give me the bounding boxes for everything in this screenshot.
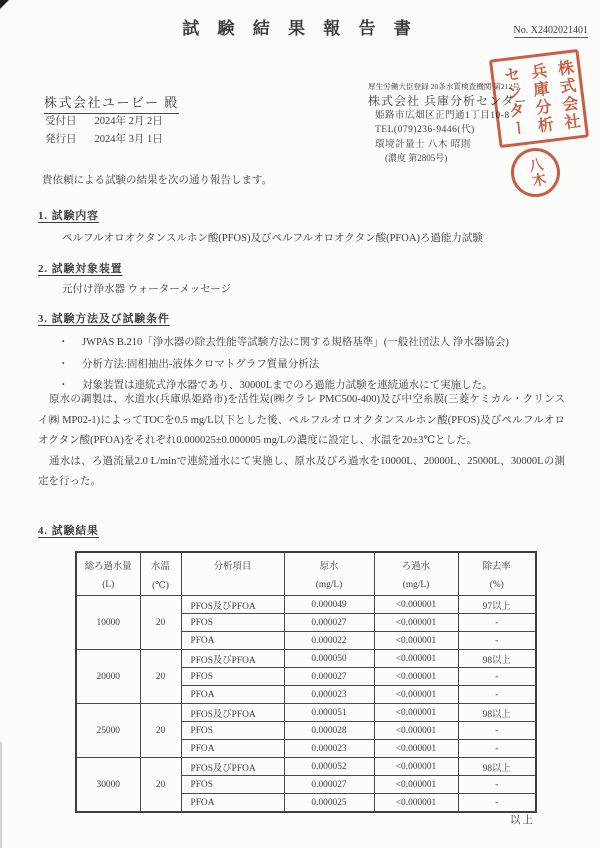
cell-removal: - — [458, 668, 536, 686]
cell-raw: 0.000049 — [284, 596, 374, 614]
receipt-date-value: 2024年 2月 2日 — [94, 116, 163, 127]
personal-seal-name: 八木 — [525, 156, 547, 189]
bullet-icon: ・ — [58, 380, 69, 391]
cell-removal: 97以上 — [458, 596, 536, 614]
cell-removal: - — [458, 794, 536, 813]
header-water-temp: 水温 (℃) — [140, 552, 181, 596]
addressee: 株式会社ユービー 殿 — [44, 92, 179, 114]
report-number: No. X2402021401 — [513, 25, 588, 36]
cell-filtered: <0.000001 — [374, 614, 458, 632]
cell-filtered: <0.000001 — [374, 776, 458, 794]
cell-item: PFOS — [181, 614, 284, 632]
cell-raw: 0.000050 — [284, 650, 374, 668]
cell-removal: - — [458, 614, 536, 632]
cell-removal: 98以上 — [458, 650, 536, 668]
cell-temp: 20 — [140, 758, 181, 813]
cell-raw: 0.000027 — [284, 614, 374, 632]
cell-removal: 98以上 — [458, 704, 536, 722]
cell-raw: 0.000023 — [284, 740, 374, 758]
scan-corner-artifact — [0, 0, 9, 9]
header-removal-rate: 除去率 (%) — [458, 552, 536, 596]
section1-heading: 1. 試験内容 — [38, 210, 99, 222]
cell-filtered: <0.000001 — [374, 686, 458, 704]
cell-filtered: <0.000001 — [374, 650, 458, 668]
cell-removal: - — [458, 722, 536, 740]
issuer-metrologist: 環境計量士 八木 昭則 — [375, 139, 471, 150]
issuer-phone: TEL(079)236-9446(代) — [375, 125, 475, 136]
cell-raw: 0.000052 — [284, 758, 374, 776]
cell-volume: 10000 — [76, 596, 140, 650]
cell-item: PFOS及びPFOA — [181, 758, 284, 776]
cell-removal: - — [458, 776, 536, 794]
results-table — [75, 551, 537, 813]
cell-raw: 0.000028 — [284, 722, 374, 740]
cell-filtered: <0.000001 — [374, 794, 458, 813]
cell-item: PFOA — [181, 794, 284, 813]
issue-date-row — [45, 131, 163, 149]
company-seal-stamp — [489, 49, 589, 148]
page-title: 試 験 結 果 報 告 書 — [182, 19, 418, 38]
table-header-row — [76, 552, 536, 596]
header-raw-water: 原水 (mg/L) — [284, 552, 374, 596]
bullet-item — [58, 354, 509, 376]
table-row — [76, 596, 536, 614]
table-row — [76, 758, 536, 776]
cell-raw: 0.000027 — [284, 668, 374, 686]
cell-item: PFOS及びPFOA — [181, 596, 284, 614]
cell-item: PFOS — [181, 776, 284, 794]
cell-temp: 20 — [140, 650, 181, 704]
receipt-date-label: 受付日 — [45, 116, 77, 127]
cell-filtered: <0.000001 — [374, 668, 458, 686]
header-filtered-water: ろ過水 (mg/L) — [374, 552, 458, 596]
paragraph: 通水は、ろ過流量2.0 L/minで連続通水にて実施し、原水及びろ過水を10000L、20000L、25000L、30000Lの測定を行った。 — [38, 455, 565, 488]
cell-removal: 98以上 — [458, 758, 536, 776]
cell-filtered: <0.000001 — [374, 632, 458, 650]
cell-filtered: <0.000001 — [374, 758, 458, 776]
company-seal-column: 株式会社 — [554, 58, 581, 133]
bullet-text: 対象装置は連続式浄水器であり、30000Lまでのろ過能力試験を連続通水にて実施した。 — [82, 380, 493, 391]
issuer-address: 姫路市広畑区正門通1丁目10-8 — [375, 110, 510, 121]
cell-item: PFOS及びPFOA — [181, 704, 284, 722]
cell-volume: 30000 — [76, 758, 140, 813]
cell-temp: 20 — [140, 704, 181, 758]
table-row — [76, 704, 536, 722]
cell-removal: - — [458, 740, 536, 758]
cell-raw: 0.000051 — [284, 704, 374, 722]
company-seal-column: 兵庫分析 — [527, 62, 554, 136]
intro-sentence: 貴依頼による試験の結果を次の通り報告します。 — [42, 175, 273, 186]
cell-raw: 0.000022 — [284, 632, 374, 650]
bullet-text: JWPAS B.210「浄水器の除去性能等試験方法に関する規格基準」(一般社団法人 浄水器協会) — [82, 337, 509, 348]
paragraph: 原水の調製は、水道水(兵庫県姫路市)を活性炭(㈱クラレ PMC500-400)及び中空糸膜(三菱ケミカル・クリンスイ㈱ MP02-1)によってTOCを0.5 mg/L以下とした後、ペルフルオロオクタンスルホン酸(PFOS)及びペルフルオロオクタン酸(PFOA)をそれぞれ0.000025±0.000005 mg/Lの濃度に設定し、水温を20±3℃とした。 — [38, 394, 565, 447]
cell-temp: 20 — [140, 596, 181, 650]
cell-raw: 0.000025 — [284, 794, 374, 813]
bullet-text: 分析方法:固相抽出-液体クロマトグラフ質量分析法 — [82, 358, 320, 370]
cell-item: PFOA — [181, 686, 284, 704]
cell-item: PFOA — [181, 740, 284, 758]
bullet-icon: ・ — [58, 337, 69, 348]
header-analysis-item: 分析項目 — [181, 552, 284, 596]
results-table-wrapper — [75, 551, 537, 813]
issue-date-label: 発行日 — [45, 134, 77, 145]
issuer-license: (濃度 第2805号) — [385, 153, 448, 164]
company-seal-column: センター — [500, 65, 527, 139]
section2-heading: 2. 試験対象装置 — [38, 263, 123, 275]
cell-removal: - — [458, 686, 536, 704]
bullet-item — [58, 332, 509, 354]
issuer-company-name: 株式会社 兵庫分析センター — [368, 93, 528, 108]
date-block — [45, 113, 163, 149]
cell-filtered: <0.000001 — [374, 704, 458, 722]
cell-volume: 20000 — [76, 650, 140, 704]
section4-heading: 4. 試験結果 — [38, 525, 99, 537]
section2-body: 元付け浄水器 ウォーターメッセージ — [62, 284, 232, 295]
bullet-icon: ・ — [58, 358, 69, 370]
cell-removal: - — [458, 632, 536, 650]
cell-item: PFOS及びPFOA — [181, 650, 284, 668]
receipt-date-row — [45, 113, 163, 131]
cell-item: PFOA — [181, 632, 284, 650]
cell-raw: 0.000023 — [284, 686, 374, 704]
section3-heading: 3. 試験方法及び試験条件 — [38, 313, 170, 325]
issuer-registration: 厚生労働大臣登録 20条水質検査機関 第212号 — [368, 82, 520, 91]
section3-paragraphs — [38, 390, 565, 493]
cell-filtered: <0.000001 — [374, 596, 458, 614]
cell-raw: 0.000027 — [284, 776, 374, 794]
cell-filtered: <0.000001 — [374, 722, 458, 740]
scan-edge-shadow — [0, 742, 2, 848]
cell-filtered: <0.000001 — [374, 740, 458, 758]
cell-item: PFOS — [181, 668, 284, 686]
closing-text: 以上 — [510, 815, 535, 826]
section1-body: ペルフルオロオクタンスルホン酸(PFOS)及びペルフルオロオクタン酸(PFOA)ろ過能力試験 — [62, 233, 483, 244]
table-row — [76, 650, 536, 668]
section3-bullet-list — [58, 332, 509, 397]
header-total-volume: 総ろ過水量 (L) — [76, 552, 140, 596]
issue-date-value: 2024年 3月 1日 — [94, 134, 163, 145]
cell-item: PFOS — [181, 722, 284, 740]
cell-volume: 25000 — [76, 704, 140, 758]
